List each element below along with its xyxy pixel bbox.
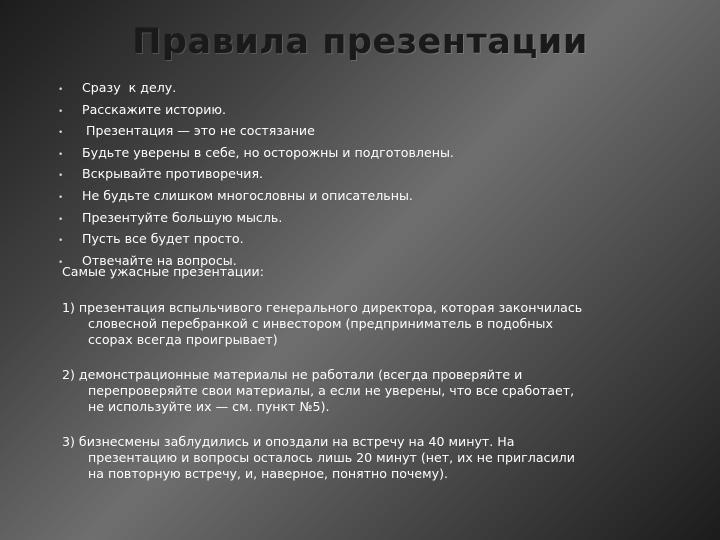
list-item xyxy=(58,209,702,232)
paragraph-line: 1) презентация вспыльчивого генерального директора, которая закончилась xyxy=(62,300,583,315)
paragraph-line: 2) демонстрационные материалы не работали (всегда проверяйте и xyxy=(62,367,523,382)
bullet-text: Не будьте слишком многословны и описательны. xyxy=(82,187,413,203)
list-item xyxy=(58,123,702,145)
list-item xyxy=(58,101,702,124)
bullet-icon: • xyxy=(58,257,64,268)
bullet-icon: • xyxy=(58,106,64,117)
bullet-text: Презентация — это не состязание xyxy=(82,123,315,139)
bullet-text: Вскрывайте противоречия. xyxy=(82,166,264,182)
list-item xyxy=(58,187,702,210)
paragraph-line: ссорах всегда проигрывает) xyxy=(88,332,278,347)
bullet-text: Презентуйте большую мысль. xyxy=(82,209,283,225)
paragraph-line: 3) бизнесмены заблудились и опоздали на встречу на 40 минут. На xyxy=(62,434,515,449)
bullet-icon: • xyxy=(58,128,64,139)
paragraph-line: словесной перебранкой с инвестором (предприниматель в подобных xyxy=(88,316,553,331)
bullet-icon: • xyxy=(58,236,64,247)
paragraph-line: перепроверяйте свои материалы, а если не уверены, что все сработает, xyxy=(88,383,575,398)
bullet-icon: • xyxy=(58,85,64,95)
list-item xyxy=(58,166,702,188)
bullet-icon: • xyxy=(58,171,64,182)
bullet-text: Будьте уверены в себе, но осторожны и подготовлены. xyxy=(82,144,454,160)
list-item xyxy=(58,80,702,102)
bullet-list xyxy=(58,80,702,274)
bullet-icon: • xyxy=(58,149,64,160)
paragraph-2 xyxy=(62,367,702,415)
list-item xyxy=(58,231,702,253)
bullet-text: Расскажите историю. xyxy=(82,101,227,117)
paragraph-3 xyxy=(62,434,702,482)
paragraph-line: презентацию и вопросы осталось лишь 20 минут (нет, их не пригласили xyxy=(88,450,575,465)
section-heading: Самые ужасные презентации: xyxy=(62,264,264,279)
paragraph-line: на повторную встречу, и, наверное, понятно почему). xyxy=(88,466,448,481)
slide-title: Правила презентации xyxy=(132,22,588,62)
bullet-text: Пусть все будет просто. xyxy=(82,231,244,247)
bullet-icon: • xyxy=(58,192,64,203)
bullet-text: Сразу к делу. xyxy=(82,80,177,95)
bullet-text: Отвечайте на вопросы. xyxy=(82,252,237,268)
bullet-icon: • xyxy=(58,214,64,225)
paragraph-line: не используйте их — см. пункт №5). xyxy=(88,399,330,414)
paragraph-1 xyxy=(62,300,702,348)
list-item xyxy=(58,144,702,167)
